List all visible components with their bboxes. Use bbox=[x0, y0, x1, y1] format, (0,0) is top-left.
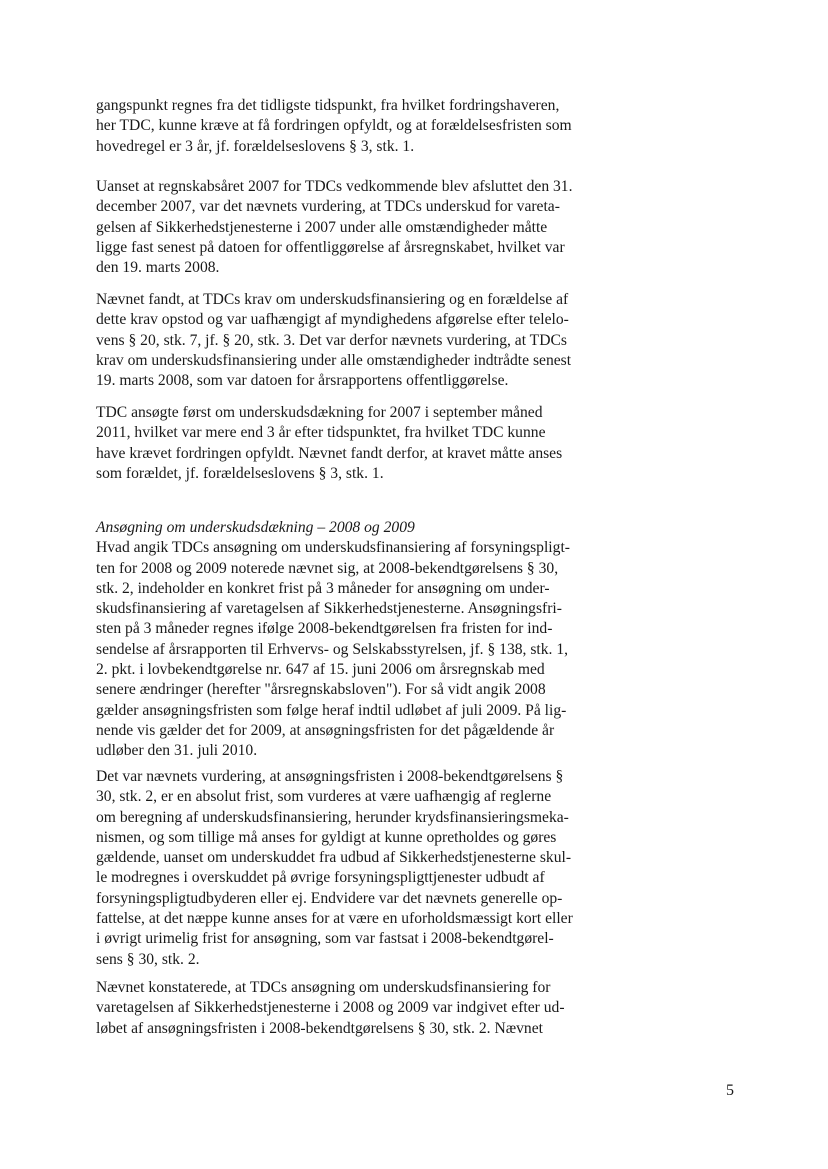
text-line: fattelse, at det næppe kunne anses for at være en uforholdsmæssigt kort eller bbox=[96, 910, 573, 928]
text-line: som forældet, jf. forældelseslovens § 3, stk. 1. bbox=[96, 464, 384, 482]
text-line: gangspunkt regnes fra det tidligste tidspunkt, fra hvilket fordringshaveren, bbox=[96, 97, 560, 114]
text-line: nismen, og som tillige må anses for gyldigt at kunne opretholdes og gøres bbox=[96, 828, 557, 846]
text-line: stk. 2, indeholder en konkret frist på 3 måneder for ansøgning om under- bbox=[96, 579, 550, 597]
text-line: vens § 20, stk. 7, jf. § 20, stk. 3. Det var derfor nævnets vurdering, at TDCs bbox=[96, 331, 567, 349]
text-line: sten på 3 måneder regnes ifølge 2008-bekendtgørelsen fra fristen for ind- bbox=[96, 620, 553, 638]
text-line: Nævnet konstaterede, at TDCs ansøgning om underskudsfinansiering for bbox=[96, 979, 551, 996]
text-line: varetagelsen af Sikkerhedstjenesterne i 2008 og 2009 var indgivet efter ud- bbox=[96, 999, 565, 1017]
text-line: 2. pkt. i lovbekendtgørelse nr. 647 af 15. juni 2006 om årsregnskab med bbox=[96, 661, 545, 679]
paragraph-2007-deficit bbox=[96, 177, 616, 278]
paragraph-time-barred bbox=[96, 403, 616, 484]
text-line: Det var nævnets vurdering, at ansøgningsfristen i 2008-bekendtgørelsens § bbox=[96, 768, 564, 785]
text-line: krav om underskudsfinansiering under alle omstændigheder indtrådte senest bbox=[96, 351, 572, 369]
text-line: gelsen af Sikkerhedstjenesterne i 2007 under alle omstændigheder måtte bbox=[96, 218, 548, 236]
text-line: Hvad angik TDCs ansøgning om underskudsfinansiering af forsyningspligt- bbox=[96, 539, 570, 557]
text-line: sendelse af årsrapporten til Erhvervs- og Selskabsstyrelsen, jf. § 138, stk. 1, bbox=[96, 640, 569, 658]
text-line: hovedregel er 3 år, jf. forældelseslovens § 3, stk. 1. bbox=[96, 137, 415, 155]
text-line: udløber den 31. juli 2010. bbox=[96, 742, 258, 760]
text-line: Nævnet fandt, at TDCs krav om underskudsfinansiering og en forældelse af bbox=[96, 291, 569, 308]
text-line: ten for 2008 og 2009 noterede nævnet sig, at 2008-bekendtgørelsens § 30, bbox=[96, 559, 559, 577]
text-line: forsyningspligtudbyderen eller ej. Endvidere var det nævnets generelle op- bbox=[96, 889, 563, 907]
text-line: december 2007, var det nævnets vurdering, at TDCs underskud for vareta- bbox=[96, 198, 560, 216]
page-number: 5 bbox=[726, 1082, 734, 1099]
text-line: nende vis gælder det for 2009, at ansøgningsfristen for det pågældende år bbox=[96, 721, 555, 739]
paragraph-claim-origin bbox=[96, 290, 616, 391]
text-line: om beregning af underskudsfinansiering, herunder krydsfinansieringsmeka- bbox=[96, 808, 569, 826]
text-line: 2011, hvilket var mere end 3 år efter tidspunktet, fra hvilket TDC kunne bbox=[96, 424, 546, 442]
paragraph-conclusion bbox=[96, 978, 616, 1039]
text-line: have krævet fordringen opfyldt. Nævnet fandt derfor, at kravet måtte anses bbox=[96, 444, 563, 462]
text-line: sens § 30, stk. 2. bbox=[96, 950, 200, 968]
section-heading: Ansøgning om underskudsdækning – 2008 og 2009 bbox=[96, 519, 415, 536]
text-line: gælder ansøgningsfristen som følge heraf indtil udløbet af juli 2009. På lig- bbox=[96, 701, 567, 719]
text-line: løbet af ansøgningsfristen i 2008-bekendtgørelsens § 30, stk. 2. Nævnet bbox=[96, 1019, 543, 1037]
text-line: Uanset at regnskabsåret 2007 for TDCs vedkommende blev afsluttet den 31. bbox=[96, 178, 573, 195]
text-line: TDC ansøgte først om underskudsdækning for 2007 i september måned bbox=[96, 404, 543, 421]
text-line: senere ændringer (herefter "årsregnskabsloven"). For så vidt angik 2008 bbox=[96, 681, 546, 699]
text-line: i øvrigt urimelig frist for ansøgning, som var fastsat i 2008-bekendtgørel- bbox=[96, 930, 554, 948]
text-line: le modregnes i overskuddet på øvrige forsyningspligttjenester udbudt af bbox=[96, 869, 545, 887]
text-line: 19. marts 2008, som var datoen for årsrapportens offentliggørelse. bbox=[96, 372, 509, 390]
text-line: ligge fast senest på datoen for offentliggørelse af årsregnskabet, hvilket var bbox=[96, 238, 565, 256]
text-line: gældende, uanset om underskuddet fra udbud af Sikkerhedstjenesterne skul- bbox=[96, 849, 572, 867]
text-line: den 19. marts 2008. bbox=[96, 259, 220, 277]
text-line: skudsfinansiering af varetagelsen af Sikkerhedstjenesterne. Ansøgningsfri- bbox=[96, 600, 562, 618]
text-line: her TDC, kunne kræve at få fordringen opfyldt, og at forældelsesfristen som bbox=[96, 117, 572, 135]
text-line: 30, stk. 2, er en absolut frist, som vurderes at være uafhængig af reglerne bbox=[96, 788, 552, 806]
paragraph-absolute-deadline bbox=[96, 767, 616, 970]
section-2008-2009 bbox=[96, 518, 616, 762]
paragraph-limitation-start bbox=[96, 96, 616, 157]
text-line: dette krav opstod og var uafhængigt af myndighedens afgørelse efter telelo- bbox=[96, 311, 569, 329]
